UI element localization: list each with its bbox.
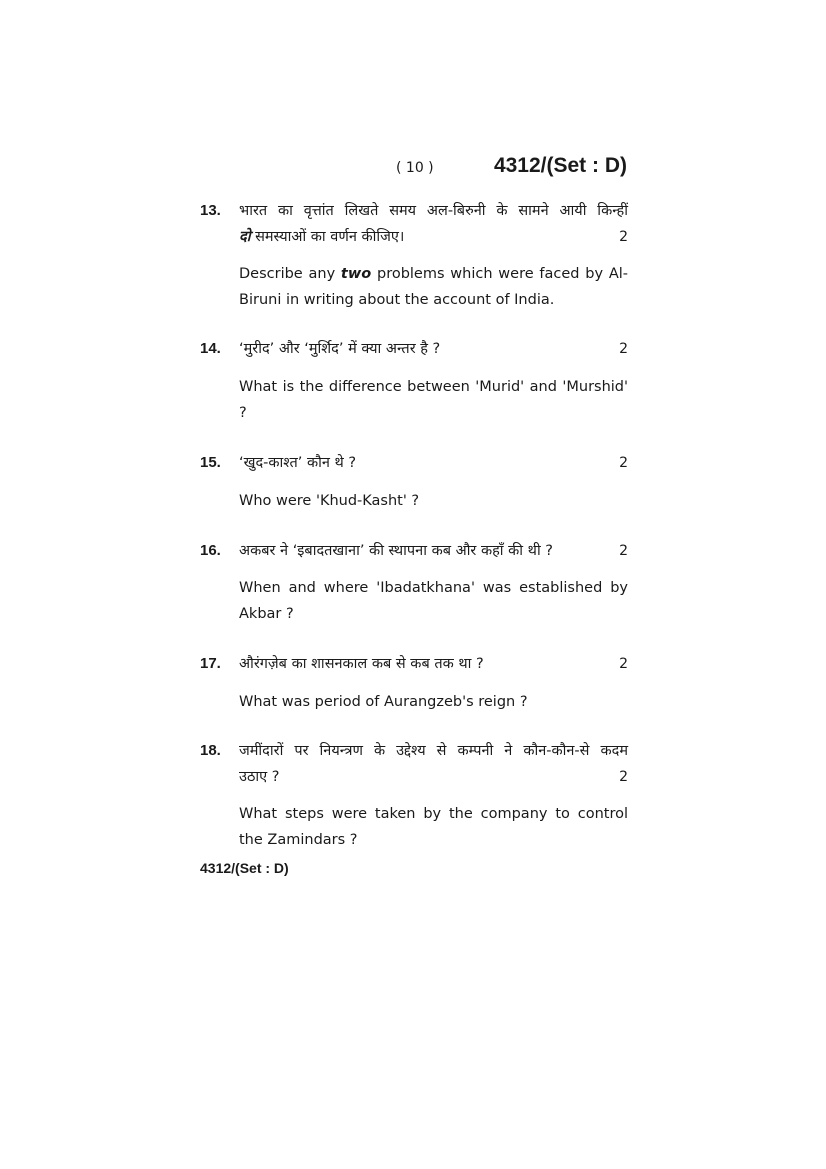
hindi-text: ‘मुरीद’ और ‘मुर्शिद’ में क्या अन्तर है ? (239, 341, 441, 357)
emphasis-word: two (340, 266, 372, 282)
question-english: What steps were taken by the company to control the Zamindars ? (239, 806, 628, 848)
hindi-text: उठाए ? (239, 769, 280, 785)
english-text: problems which were faced by Al-Biruni in writing about the account of India. (239, 266, 628, 308)
question-hindi (239, 450, 628, 476)
hindi-line (239, 764, 628, 790)
hindi-text: औरंगज़ेब का शासनकाल कब से कब तक था ? (239, 656, 484, 672)
page-number: ( 10 ) (396, 160, 434, 176)
question-hindi (239, 336, 628, 362)
marks: 2 (619, 341, 628, 357)
marks: 2 (619, 656, 628, 672)
question-number: 18. (200, 742, 221, 759)
marks: 2 (619, 543, 628, 559)
question-hindi (239, 198, 628, 250)
marks: 2 (619, 769, 628, 785)
hindi-text: ‘खुद-काश्त’ कौन थे ? (239, 455, 357, 471)
question-15 (200, 450, 628, 514)
hindi-text: समस्याओं का वर्णन कीजिए। (250, 229, 405, 245)
question-english: What was period of Aurangzeb's reign ? (239, 694, 528, 710)
question-13 (200, 198, 628, 313)
question-hindi (239, 538, 628, 564)
hindi-text: अकबर ने ‘इबादतखाना’ की स्थापना कब और कहाँ की थी ? (239, 543, 553, 559)
question-14 (200, 336, 628, 426)
question-18 (200, 738, 628, 853)
marks: 2 (619, 455, 628, 471)
question-number: 17. (200, 655, 221, 672)
question-english (239, 261, 628, 313)
question-number: 16. (200, 542, 221, 559)
emphasis-word: दो (239, 229, 251, 245)
question-number: 13. (200, 202, 221, 219)
hindi-line (239, 224, 628, 250)
question-english: Who were 'Khud-Kasht' ? (239, 493, 420, 509)
question-hindi (239, 651, 628, 677)
english-text: Describe any (239, 266, 341, 282)
hindi-line: भारत का वृत्तांत लिखते समय अल-बिरुनी के सामने आयी किन्हीं (239, 203, 628, 219)
marks: 2 (619, 229, 628, 245)
paper-code-footer: 4312/(Set : D) (200, 860, 289, 876)
question-17 (200, 651, 628, 715)
paper-code-header: 4312/(Set : D) (493, 154, 627, 177)
question-number: 14. (200, 340, 221, 357)
question-hindi (239, 738, 628, 790)
hindi-line: जमींदारों पर नियन्त्रण के उद्देश्य से कम्पनी ने कौन-कौन-से कदम (239, 743, 628, 759)
question-english: What is the difference between 'Murid' and 'Murshid' ? (239, 379, 628, 421)
question-16 (200, 538, 628, 627)
question-english: When and where 'Ibadatkhana' was established by Akbar ? (239, 580, 628, 622)
question-number: 15. (200, 454, 221, 471)
